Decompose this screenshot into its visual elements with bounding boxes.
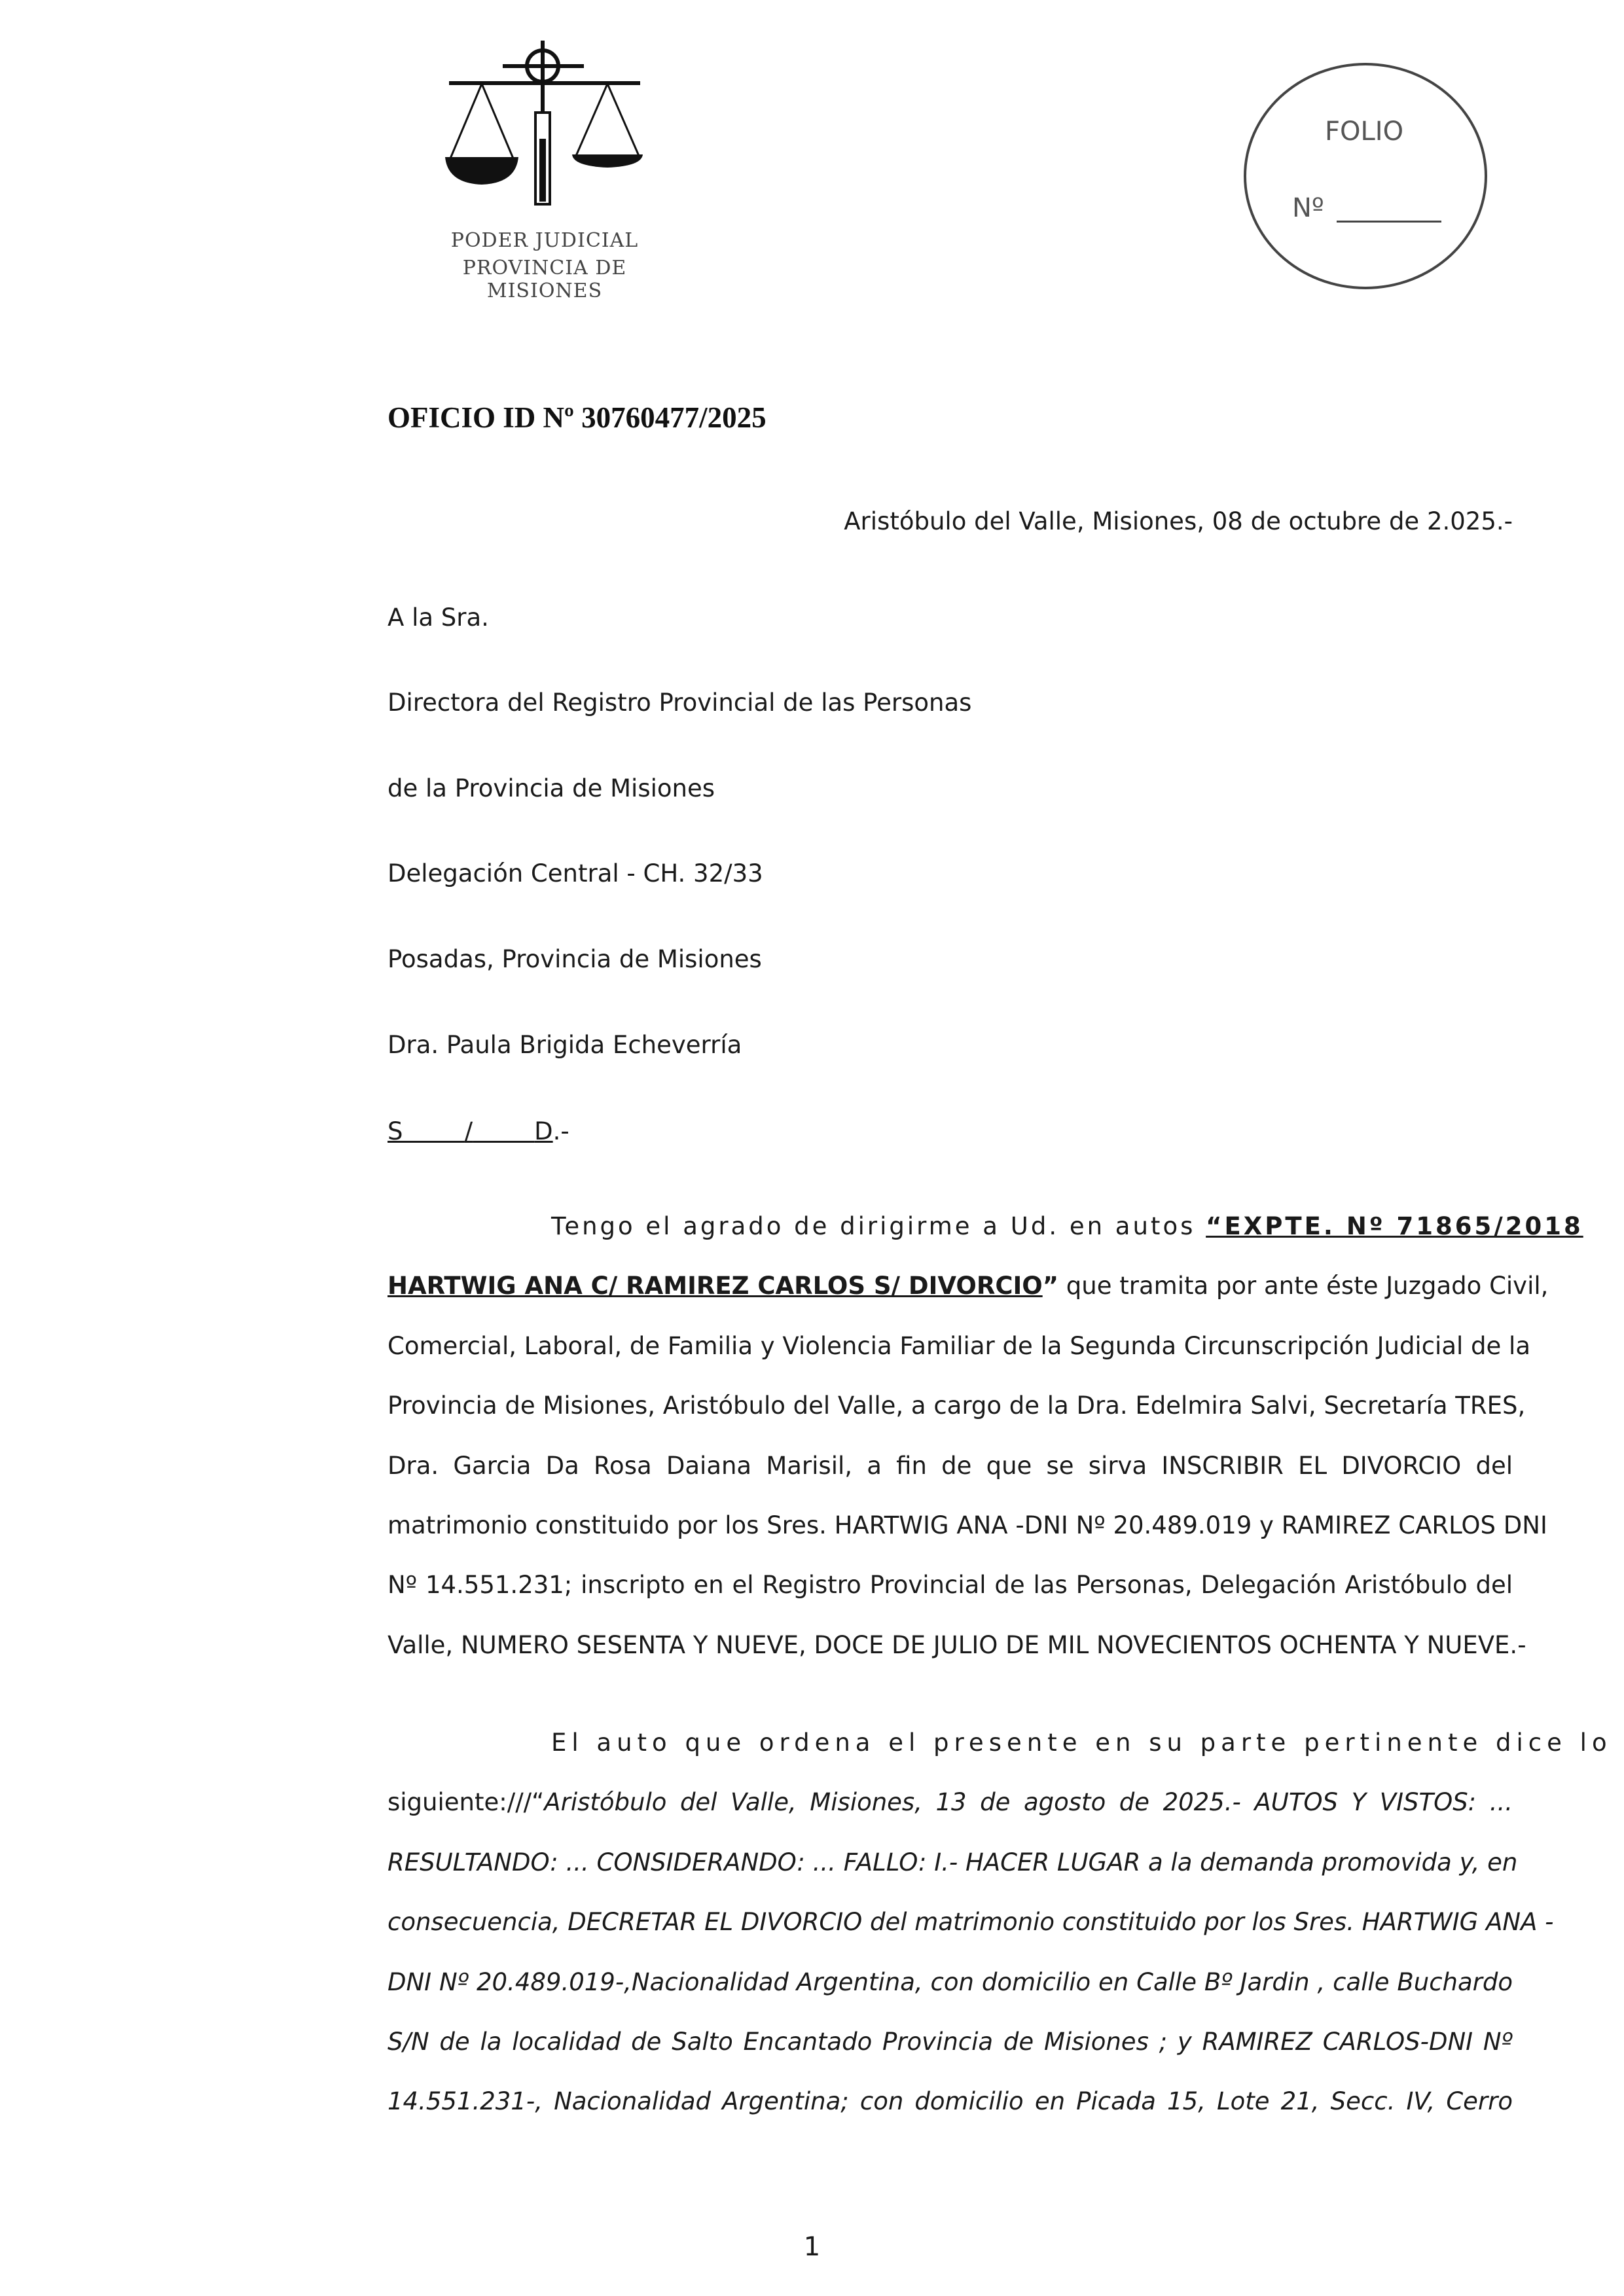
text-line: DNI Nº 20.489.019-,Nacionalidad Argentina, con domicilio en Calle Bº Jardin , calle Buchardo bbox=[388, 1967, 1513, 1996]
addressee-line: de la Provincia de Misiones bbox=[388, 774, 715, 802]
text-line: HARTWIG ANA C/ RAMIREZ CARLOS S/ DIVORCIO” que tramita por ante éste Juzgado Civil, bbox=[388, 1272, 1549, 1300]
text-line: 14.551.231-, Nacionalidad Argentina; con domicilio en Picada 15, Lote 21, Secc. IV, Cerro bbox=[388, 2087, 1513, 2116]
text-line: El auto que ordena el presente en su parte pertinente dice lo bbox=[551, 1729, 1612, 1757]
case-title: HARTWIG ANA C/ RAMIREZ CARLOS S/ DIVORCIO bbox=[388, 1272, 1043, 1300]
text-line: Valle, NUMERO SESENTA Y NUEVE, DOCE DE JULIO DE MIL NOVECIENTOS OCHENTA Y NUEVE.- bbox=[388, 1630, 1526, 1659]
text-line: matrimonio constituido por los Sres. HARTWIG ANA -DNI Nº 20.489.019 y RAMIREZ CARLOS DNI bbox=[388, 1511, 1547, 1539]
paragraph-ruling bbox=[388, 1713, 1612, 2132]
text-line: S/N de la localidad de Salto Encantado Provincia de Misiones ; y RAMIREZ CARLOS-DNI Nº bbox=[388, 2027, 1513, 2056]
page-number: 1 bbox=[803, 2232, 821, 2262]
addressee-line: Delegación Central - CH. 32/33 bbox=[388, 859, 763, 888]
sd-s: S bbox=[388, 1117, 403, 1145]
sd-suffix: .- bbox=[552, 1117, 569, 1145]
sd-slash: / bbox=[464, 1117, 473, 1145]
folio-number-blank bbox=[1337, 221, 1441, 223]
text-line: Comercial, Laboral, de Familia y Violencia Familiar de la Segunda Circunscripción Judicial de la bbox=[388, 1331, 1531, 1360]
org-name-line2: PROVINCIA DE MISIONES bbox=[462, 257, 627, 302]
folio-number-label: Nº bbox=[1292, 193, 1324, 223]
document-title: OFICIO ID Nº 30760477/2025 bbox=[388, 401, 767, 434]
scales-of-justice-icon bbox=[442, 41, 647, 217]
text-line: Dra. Garcia Da Rosa Daiana Marisil, a fin de que se sirva INSCRIBIR EL DIVORCIO del bbox=[388, 1451, 1513, 1480]
addressee-line: Dra. Paula Brigida Echeverría bbox=[388, 1031, 742, 1059]
org-name-line1: PODER JUDICIAL bbox=[450, 229, 639, 252]
salutation-sd bbox=[388, 1117, 569, 1145]
text-line: Tengo el agrado de dirigirme a Ud. en autos “EXPTE. Nº 71865/2018 bbox=[551, 1212, 1583, 1240]
addressee-line: Directora del Registro Provincial de las Personas bbox=[388, 689, 972, 717]
addressee-line: A la Sra. bbox=[388, 603, 489, 632]
text-line: Nº 14.551.231; inscripto en el Registro Provincial de las Personas, Delegación Aristóbulo del bbox=[388, 1571, 1513, 1600]
case-number: “EXPTE. Nº 71865/2018 bbox=[1206, 1212, 1583, 1240]
addressee-line: Posadas, Provincia de Misiones bbox=[388, 945, 762, 973]
court-logo bbox=[414, 41, 676, 302]
paragraph-request bbox=[388, 1196, 1583, 1675]
place-date: Aristóbulo del Valle, Misiones, 08 de octubre de 2.025.- bbox=[844, 507, 1513, 535]
text-line: siguiente:///“Aristóbulo del Valle, Misiones, 13 de agosto de 2025.- AUTOS Y VISTOS: ... bbox=[388, 1788, 1513, 1817]
sd-d: D bbox=[534, 1117, 553, 1145]
text-line: consecuencia, DECRETAR EL DIVORCIO del matrimonio constituido por los Sres. HARTWIG ANA - bbox=[388, 1908, 1554, 1937]
text-line: RESULTANDO: ... CONSIDERANDO: ... FALLO: I.- HACER LUGAR a la demanda promovida y, en bbox=[388, 1848, 1518, 1876]
folio-stamp bbox=[1244, 63, 1487, 289]
folio-label: FOLIO bbox=[1325, 117, 1404, 147]
text-line: Provincia de Misiones, Aristóbulo del Valle, a cargo de la Dra. Edelmira Salvi, Secretaría TRES, bbox=[388, 1391, 1526, 1420]
